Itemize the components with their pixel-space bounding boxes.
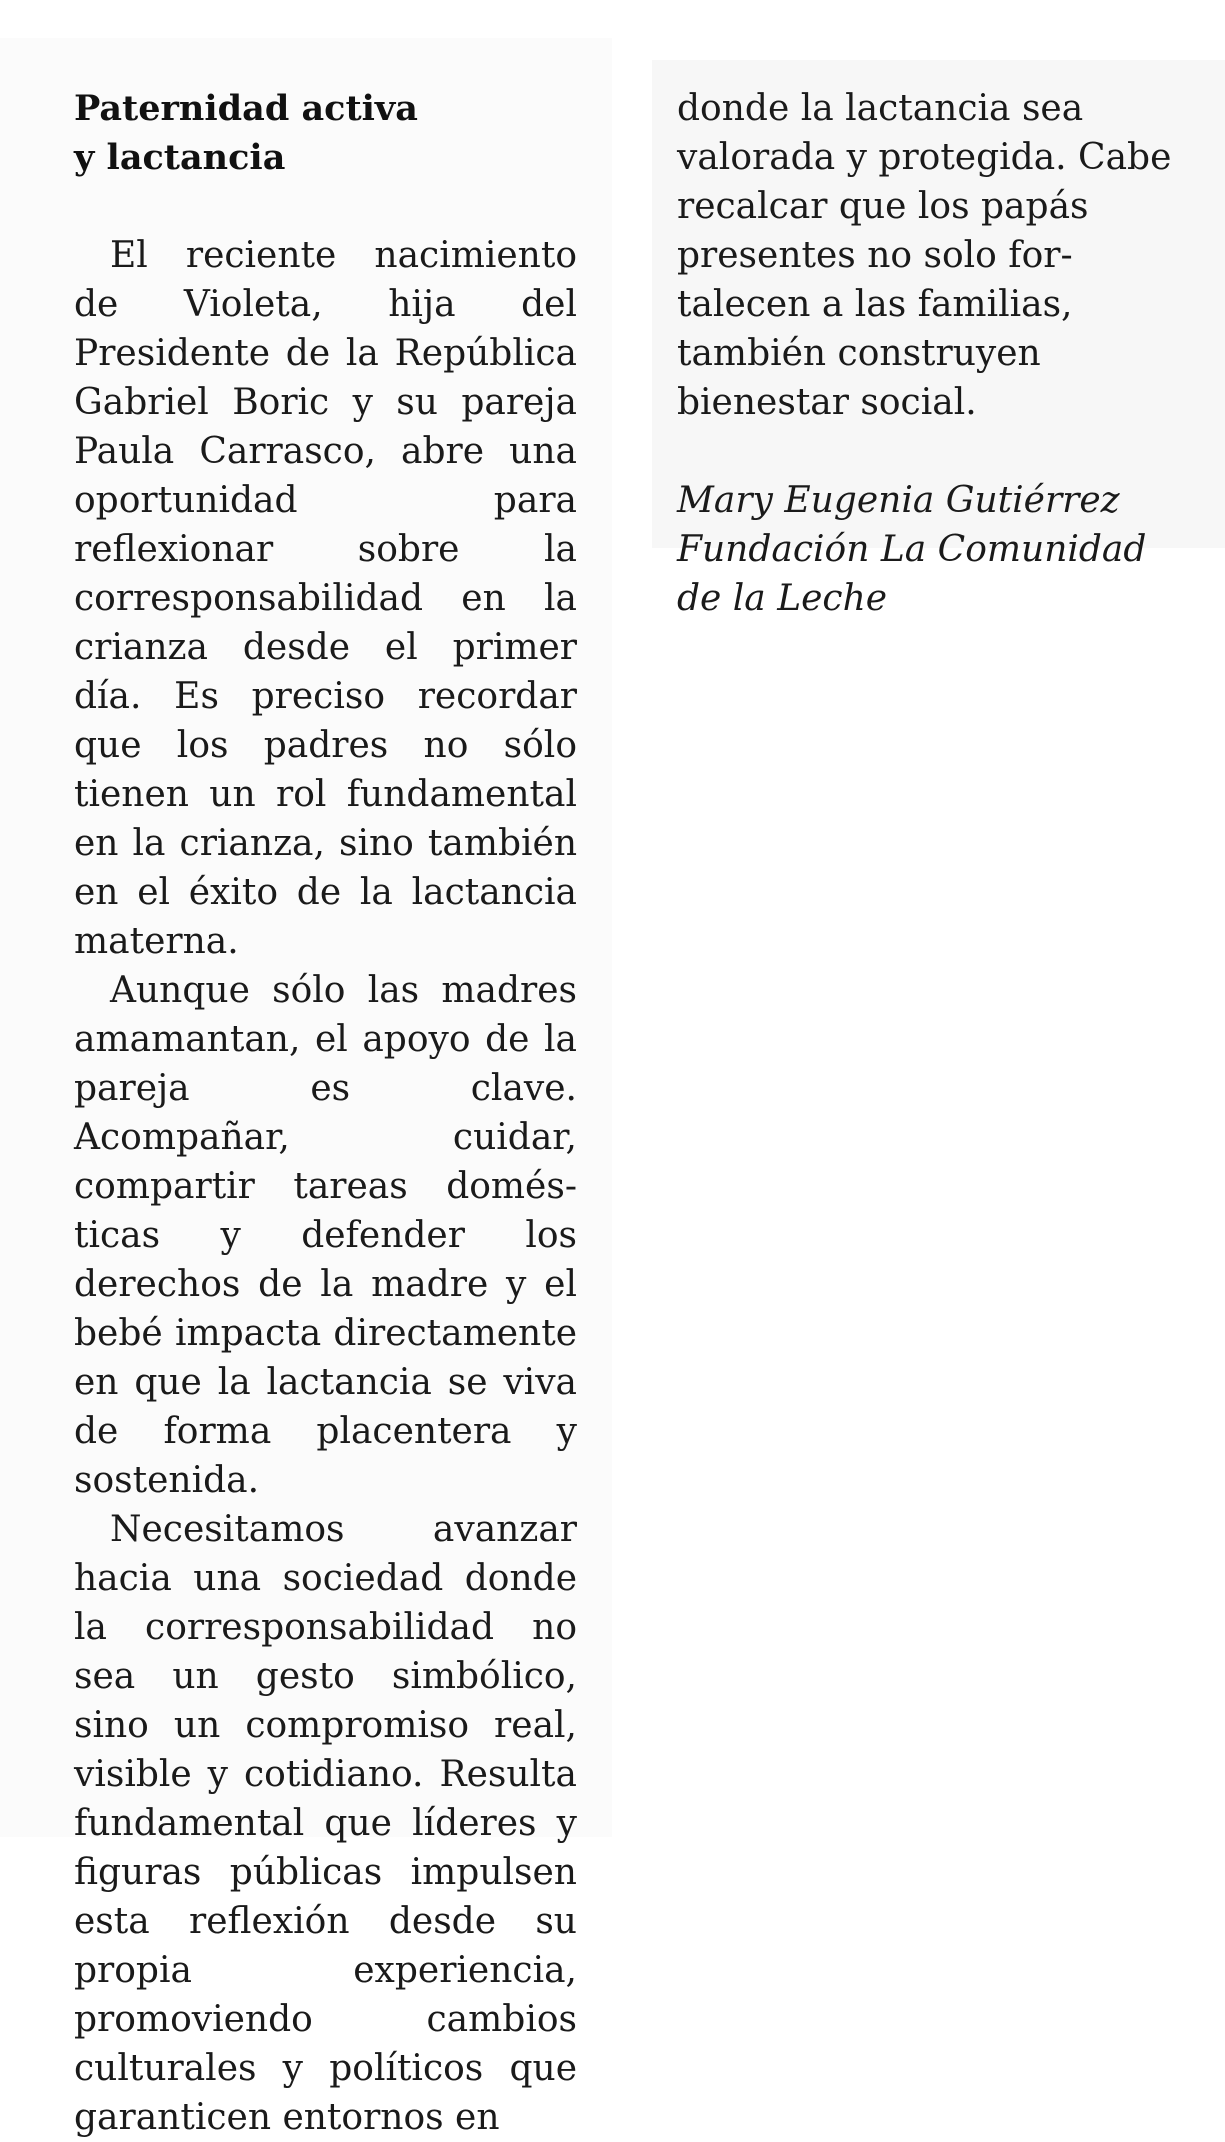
letter-column-left <box>74 84 577 2142</box>
signature-org-line-1: Fundación La Comunidad <box>677 529 1147 570</box>
letter-title-line-2: y lactancia <box>74 137 286 178</box>
letter-title-line-1: Paternidad activa <box>74 88 418 129</box>
paragraph-2: Aunque sólo las madres amamantan, el apoyo de la pareja es clave. Acompañar, cuidar, compartir tareas domésticas y defender los derechos de la madre y el bebé impacta directamente en que la lactancia se viva de forma placentera y sostenida. <box>74 970 577 1501</box>
paragraph-3-continuation: donde la lactancia sea valorada y protegida. Cabe recalcar que los papás presentes no solo fortalecen a las familias, también construyen bienestar social. <box>677 88 1172 423</box>
signature-name: Mary Eugenia Gutiérrez <box>677 480 1120 521</box>
paragraph-1: El reciente nacimiento de Violeta, hija del Presidente de la República Gabriel Boric y su pareja Paula Carrasco, abre una oportunidad para reflexionar sobre la corresponsabilidad en la crianza desde el primer día. Es preciso recordar que los padres no sólo tienen un rol fundamental en la crianza, sino también en el éxito de la lactancia materna. <box>74 235 577 962</box>
letter-column-right <box>677 84 1185 623</box>
letter-signature <box>677 476 1185 623</box>
signature-org-line-2: de la Leche <box>677 578 888 619</box>
letter-title <box>74 84 577 182</box>
paragraph-3: Necesitamos avanzar hacia una sociedad donde la corresponsabilidad no sea un gesto simbólico, sino un compromiso real, visible y cotidiano. Resulta fundamental que líderes y figuras públicas impulsen esta reflexión desde su propia experiencia, promoviendo cambios culturales y políticos que garanticen entornos en <box>74 1509 577 2138</box>
